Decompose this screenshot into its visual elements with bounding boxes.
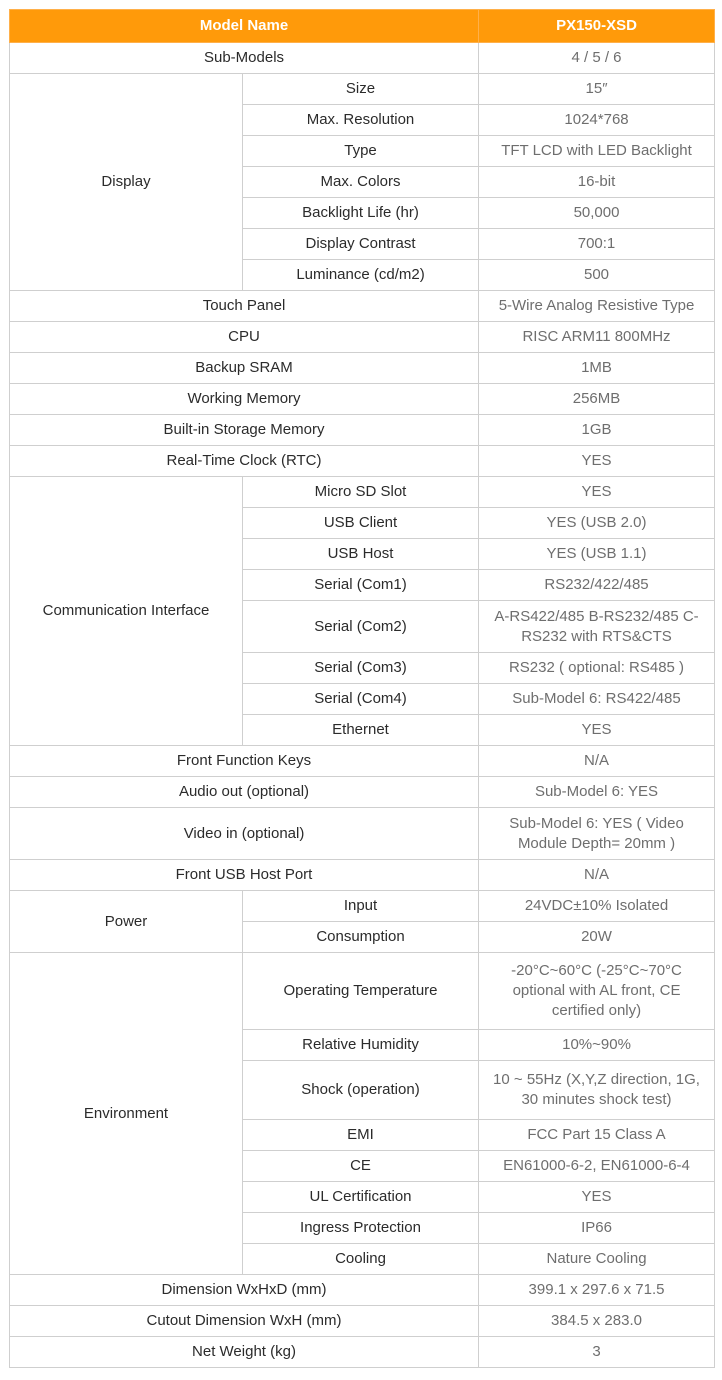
header-model-name-label: Model Name: [10, 10, 479, 43]
row-label: Video in (optional): [10, 808, 479, 860]
row-value: 24VDC±10% Isolated: [479, 891, 715, 922]
row-value: 10%~90%: [479, 1030, 715, 1061]
row-label: Display Contrast: [243, 229, 479, 260]
group-label-power: Power: [10, 891, 243, 953]
row-label: Real-Time Clock (RTC): [10, 446, 479, 477]
table-row: [10, 953, 715, 1030]
row-value: 3: [479, 1337, 715, 1368]
row-value: A-RS422/485 B-RS232/485 C-RS232 with RTS&CTS: [479, 601, 715, 653]
row-value: YES: [479, 715, 715, 746]
row-value: N/A: [479, 746, 715, 777]
row-value: 256MB: [479, 384, 715, 415]
row-value: Sub-Model 6: RS422/485: [479, 684, 715, 715]
row-value: YES: [479, 1182, 715, 1213]
group-label-communication: Communication Interface: [10, 477, 243, 746]
row-value: IP66: [479, 1213, 715, 1244]
table-row: [10, 808, 715, 860]
row-label: Working Memory: [10, 384, 479, 415]
row-label: Front Function Keys: [10, 746, 479, 777]
table-row: [10, 74, 715, 105]
row-value: 5-Wire Analog Resistive Type: [479, 291, 715, 322]
table-row: [10, 291, 715, 322]
row-label: EMI: [243, 1120, 479, 1151]
spec-table: [9, 9, 715, 1368]
table-row: [10, 891, 715, 922]
row-label: Size: [243, 74, 479, 105]
row-label: Net Weight (kg): [10, 1337, 479, 1368]
row-value: 500: [479, 260, 715, 291]
row-label: Sub-Models: [10, 43, 479, 74]
row-label: UL Certification: [243, 1182, 479, 1213]
group-label-environment: Environment: [10, 953, 243, 1275]
row-label: CE: [243, 1151, 479, 1182]
row-value: YES (USB 1.1): [479, 539, 715, 570]
row-value: 1024*768: [479, 105, 715, 136]
row-value: YES: [479, 477, 715, 508]
row-label: Relative Humidity: [243, 1030, 479, 1061]
row-value: RS232 ( optional: RS485 ): [479, 653, 715, 684]
row-label: Backlight Life (hr): [243, 198, 479, 229]
row-label: Ethernet: [243, 715, 479, 746]
row-label: Type: [243, 136, 479, 167]
row-value: 10 ~ 55Hz (X,Y,Z direction, 1G, 30 minutes shock test): [479, 1061, 715, 1120]
row-value: N/A: [479, 860, 715, 891]
table-row: [10, 415, 715, 446]
row-label: Built-in Storage Memory: [10, 415, 479, 446]
row-value: 50,000: [479, 198, 715, 229]
row-value: EN61000-6-2, EN61000-6-4: [479, 1151, 715, 1182]
row-value: 700:1: [479, 229, 715, 260]
row-label: Micro SD Slot: [243, 477, 479, 508]
row-value: 1MB: [479, 353, 715, 384]
table-row: [10, 446, 715, 477]
table-row: [10, 1275, 715, 1306]
row-value: Sub-Model 6: YES ( Video Module Depth= 20mm ): [479, 808, 715, 860]
row-value: 16-bit: [479, 167, 715, 198]
header-model-value: PX150-XSD: [479, 10, 715, 43]
row-label: Operating Temperature: [243, 953, 479, 1030]
row-label: Serial (Com4): [243, 684, 479, 715]
row-label: CPU: [10, 322, 479, 353]
row-value: 384.5 x 283.0: [479, 1306, 715, 1337]
table-row: [10, 353, 715, 384]
row-label: Backup SRAM: [10, 353, 479, 384]
row-value: 1GB: [479, 415, 715, 446]
table-row: [10, 322, 715, 353]
row-label: USB Client: [243, 508, 479, 539]
row-value: 15″: [479, 74, 715, 105]
table-row: [10, 43, 715, 74]
row-value: RISC ARM11 800MHz: [479, 322, 715, 353]
row-value: RS232/422/485: [479, 570, 715, 601]
table-row: [10, 477, 715, 508]
row-label: Cooling: [243, 1244, 479, 1275]
row-label: Luminance (cd/m2): [243, 260, 479, 291]
row-label: USB Host: [243, 539, 479, 570]
row-value: YES: [479, 446, 715, 477]
row-label: Audio out (optional): [10, 777, 479, 808]
row-label: Input: [243, 891, 479, 922]
row-label: Serial (Com3): [243, 653, 479, 684]
row-value: FCC Part 15 Class A: [479, 1120, 715, 1151]
row-label: Max. Resolution: [243, 105, 479, 136]
row-label: Consumption: [243, 922, 479, 953]
group-label-display: Display: [10, 74, 243, 291]
row-value: YES (USB 2.0): [479, 508, 715, 539]
row-value: Sub-Model 6: YES: [479, 777, 715, 808]
row-value: 399.1 x 297.6 x 71.5: [479, 1275, 715, 1306]
table-row: [10, 860, 715, 891]
row-value: 20W: [479, 922, 715, 953]
row-label: Ingress Protection: [243, 1213, 479, 1244]
row-label: Cutout Dimension WxH (mm): [10, 1306, 479, 1337]
row-value: TFT LCD with LED Backlight: [479, 136, 715, 167]
row-value: Nature Cooling: [479, 1244, 715, 1275]
table-row: [10, 384, 715, 415]
table-row: [10, 1306, 715, 1337]
row-label: Shock (operation): [243, 1061, 479, 1120]
table-row: [10, 1337, 715, 1368]
row-label: Touch Panel: [10, 291, 479, 322]
row-value: -20°C~60°C (-25°C~70°C optional with AL front, CE certified only): [479, 953, 715, 1030]
table-row: [10, 746, 715, 777]
row-label: Serial (Com2): [243, 601, 479, 653]
row-value: 4 / 5 / 6: [479, 43, 715, 74]
row-label: Dimension WxHxD (mm): [10, 1275, 479, 1306]
row-label: Front USB Host Port: [10, 860, 479, 891]
header-row: [10, 10, 715, 43]
row-label: Serial (Com1): [243, 570, 479, 601]
table-row: [10, 777, 715, 808]
row-label: Max. Colors: [243, 167, 479, 198]
